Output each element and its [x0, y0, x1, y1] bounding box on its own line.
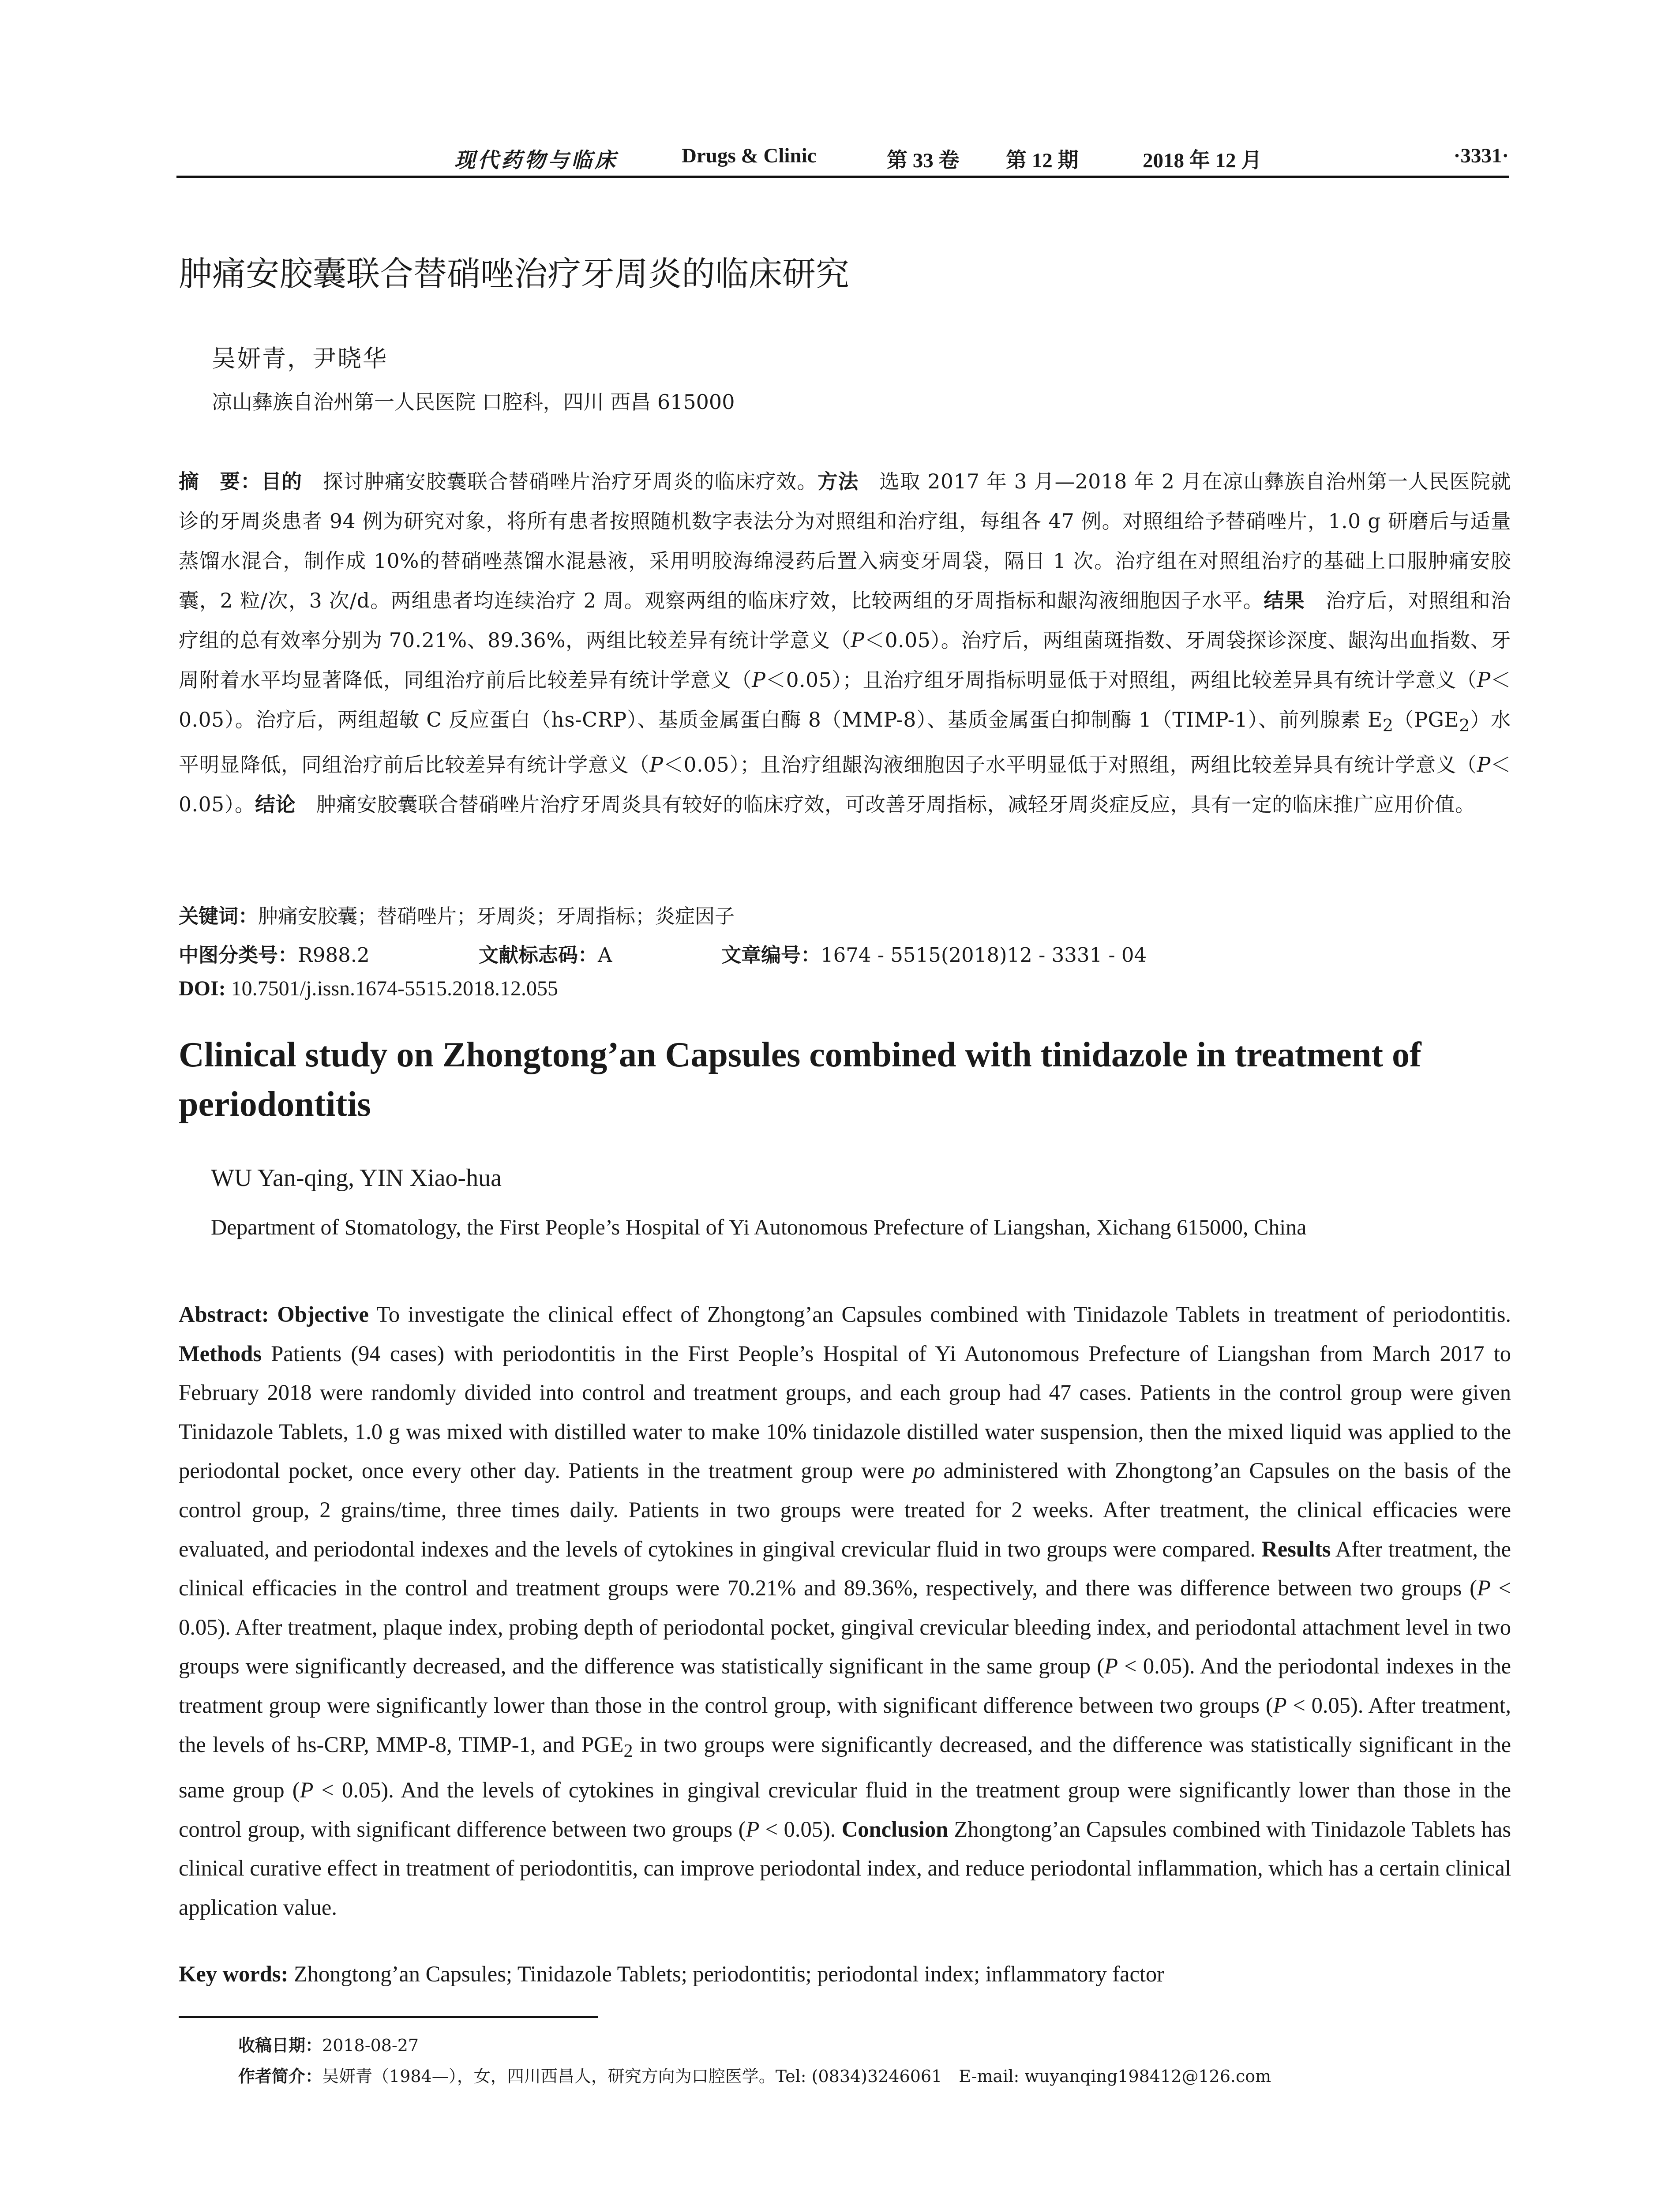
journal-name-en: Drugs & Clinic	[682, 144, 817, 167]
results-text-cn: ＜0.05）。治疗后，两组超敏 C 反应蛋白（hs-CRP）、基质金属蛋白酶 8（MMP-8）、基质金属蛋白抑制酶 1（TIMP-1）、前列腺素 E	[179, 668, 1511, 732]
abstract-cn	[179, 462, 1511, 825]
keywords-en	[179, 1961, 1164, 1987]
conclusion-text-cn: 肿痛安胶囊联合替硝唑片治疗牙周炎具有较好的临床疗效，可改善牙周指标，减轻牙周炎症反应，具有一定的临床推广应用价值。	[296, 793, 1476, 817]
header-rule	[176, 176, 1509, 178]
results-text-en: in two groups were significantly decreased, and the difference was statistically significant in the same group (	[179, 1732, 1511, 1803]
p-value-symbol: P	[649, 753, 664, 777]
subscript-2: 2	[1459, 716, 1470, 735]
methods-label-cn: 方法	[818, 470, 859, 493]
clc-label: 中图分类号：	[179, 943, 298, 967]
authors-cn: 吴妍青，尹晓华	[212, 345, 388, 372]
conclusion-text-en: Zhongtong’an Capsules combined with Tinidazole Tablets has clinical curative effect in treatment of periodontitis, can improve periodontal index, and reduce periodontal inflammation, which has a certain clinical application value.	[179, 1816, 1511, 1920]
results-text-en: < 0.05). After treatment, the levels of hs-CRP, MMP-8, TIMP-1, and PGE	[179, 1692, 1511, 1757]
bio-label: 作者简介：	[238, 2067, 322, 2086]
article-number	[721, 939, 1147, 968]
clc-number	[179, 939, 370, 968]
p-value-symbol: P	[1273, 1692, 1287, 1718]
methods-text-en: administered with Zhongtong’an Capsules on the basis of the control group, 2 grains/time, three times daily. Patients in two groups were treated for 2 weeks. After treatment, the clinical efficacies were evaluated, and periodontal indexes and the levels of cytokines in gingival crevicular fluid in two groups were compared.	[179, 1458, 1511, 1561]
results-text-cn: ＜0.05）；且治疗组牙周指标明显低于对照组，两组比较差异具有统计学意义（	[765, 668, 1477, 692]
document-code-value: A	[598, 943, 612, 967]
issue-number: 第 12 期	[1006, 149, 1079, 172]
footnote-rule	[179, 2016, 598, 2018]
results-label-en: Results	[1261, 1536, 1331, 1561]
keywords-label-en: Key words:	[179, 1962, 289, 1986]
keywords-value-en: Zhongtong’an Capsules; Tinidazole Tablets; periodontitis; periodontal index; inflammatory factor	[288, 1962, 1164, 1986]
journal-name-cn: 现代药物与临床	[454, 149, 618, 172]
document-code-label: 文献标志码：	[479, 943, 598, 967]
methods-text-en: Patients (94 cases) with periodontitis in the First People’s Hospital of Yi Autonomous Prefecture of Liangshan from March 2017 to February 2018 were randomly divided into control and treatment groups, and each group had 47 cases. Patients in the control group were given Tinidazole Tablets, 1.0 g was mixed with distilled water to make 10% tinidazole distilled water suspension, then the mixed liquid was applied to the periodontal pocket, once every other day. Patients in the treatment group were	[179, 1341, 1511, 1483]
article-number-label: 文章编号：	[721, 943, 821, 967]
clc-value: R988.2	[298, 943, 370, 967]
methods-text-cn: 选取 2017 年 3 月—2018 年 2 月在凉山彝族自治州第一人民医院就诊的牙周炎患者 94 例为研究对象，将所有患者按照随机数字表法分为对照组和治疗组，每组各 47 例。对照组给予替硝唑片，1.0 g 研磨后与适量蒸馏水混合，制作成 10%的替硝唑蒸馏水混悬液，采用明胶海绵浸药后置入病变牙周袋，隔日 1 次。治疗组在对照组治疗的基础上口服肿痛安胶囊，2 粒/次，3 次/d。两组患者均连续治疗 2 周。观察两组的临床疗效，比较两组的牙周指标和龈沟液细胞因子水平。	[179, 470, 1511, 612]
keywords-cn	[179, 900, 735, 929]
abstract-en	[179, 1295, 1511, 1927]
p-value-symbol: P	[1477, 753, 1491, 777]
received-value: 2018-08-27	[322, 2036, 419, 2055]
p-value-symbol: P	[300, 1778, 314, 1803]
doi-label: DOI:	[179, 977, 226, 1000]
volume-number: 第 33 卷	[887, 149, 960, 172]
conclusion-label-en: Conclusion	[841, 1816, 949, 1842]
methods-label-en: Methods	[179, 1341, 262, 1366]
doi-link[interactable]: 10.7501/j.issn.1674-5515.2018.12.055	[225, 977, 559, 1000]
footnote-author-bio	[238, 2063, 1271, 2087]
results-text-en: < 0.05). And the periodontal indexes in the treatment group were significantly lower than those in the control group, with significant difference between two groups (	[179, 1654, 1511, 1718]
objective-label-cn: 目的	[261, 470, 303, 493]
bio-value: 吴妍青（1984—），女，四川西昌人，研究方向为口腔医学。Tel: (0834)3246061 E-mail: wuyanqing198412@126.com	[322, 2067, 1271, 2086]
running-header	[176, 140, 1509, 176]
page-number: ·3331·	[1453, 144, 1509, 167]
paper-title-cn: 肿痛安胶囊联合替硝唑治疗牙周炎的临床研究	[179, 254, 849, 293]
footnote-received-date	[238, 2032, 419, 2056]
results-text-cn: ＜0.05）。治疗后，两组菌斑指数、牙周袋探诊深度、龈沟出血指数、牙周附着水平均显著降低，同组治疗前后比较差异有统计学意义（	[179, 629, 1511, 692]
results-text-en: < 0.05). After treatment, plaque index, probing depth of periodontal pocket, gingival crevicular bleeding index, and periodontal attachment level in two groups were significantly decreased, and the difference was statistically significant in the same group (	[179, 1576, 1511, 1679]
affiliation-en: Department of Stomatology, the First People’s Hospital of Yi Autonomous Prefecture of Liangshan, Xichang 615000, China	[211, 1215, 1307, 1239]
p-value-symbol: P	[752, 668, 766, 692]
document-code	[479, 939, 612, 968]
abstract-label-cn: 摘 要：	[179, 470, 261, 493]
objective-label-en: Objective	[269, 1302, 369, 1327]
publication-date: 2018 年 12 月	[1143, 149, 1262, 172]
results-text-cn: ）水平明显降低，同组治疗前后比较差异有统计学意义（	[179, 708, 1511, 777]
p-value-symbol: P	[1477, 668, 1491, 692]
p-value-symbol: P	[1477, 1576, 1491, 1601]
authors-en: WU Yan-qing, YIN Xiao-hua	[211, 1164, 502, 1192]
objective-text-en: To investigate the clinical effect of Zhongtong’an Capsules combined with Tinidazole Tablets in treatment of periodontitis.	[368, 1302, 1511, 1327]
results-text-en: After treatment, the clinical efficacies in the control and treatment groups were 70.21% and 89.36%, respectively, and there was difference between two groups (	[179, 1536, 1511, 1601]
article-number-value: 1674 - 5515(2018)12 - 3331 - 04	[821, 943, 1147, 967]
abstract-label-en: Abstract:	[179, 1302, 269, 1327]
results-text-en: < 0.05).	[759, 1816, 842, 1842]
paper-title-en: Clinical study on Zhongtong’an Capsules combined with tinidazole in treatment of periodontitis	[179, 1035, 1421, 1124]
keywords-label-cn: 关键词：	[179, 904, 259, 928]
subscript-2: 2	[1382, 716, 1394, 735]
classification-line	[179, 939, 1511, 965]
conclusion-label-cn: 结论	[255, 793, 296, 817]
results-text-en: < 0.05). And the levels of cytokines in gingival crevicular fluid in the treatment group were significantly lower than those in the control group, with significant difference between two groups (	[179, 1778, 1511, 1842]
results-label-cn: 结果	[1264, 589, 1305, 612]
subscript-2: 2	[623, 1741, 633, 1761]
affiliation-cn: 凉山彝族自治州第一人民医院 口腔科，四川 西昌 615000	[212, 390, 735, 414]
p-value-symbol: P	[1104, 1654, 1118, 1679]
keywords-value-cn: 肿痛安胶囊；替硝唑片；牙周炎；牙周指标；炎症因子	[258, 904, 735, 928]
received-label: 收稿日期：	[238, 2036, 322, 2055]
p-value-symbol: P	[746, 1816, 760, 1842]
objective-text-cn: 探讨肿痛安胶囊联合替硝唑片治疗牙周炎的临床疗效。	[302, 470, 818, 493]
results-text-cn: （PGE	[1393, 708, 1459, 732]
results-text-cn: 治疗后，对照组和治疗组的总有效率分别为 70.21%、89.36%，两组比较差异有统计学意义（	[179, 589, 1511, 652]
results-text-cn: ＜0.05）。	[179, 753, 1511, 817]
results-text-cn: ＜0.05）；且治疗组龈沟液细胞因子水平明显低于对照组，两组比较差异具有统计学意义（	[663, 753, 1477, 777]
po-abbreviation: po	[913, 1458, 935, 1483]
p-value-symbol: P	[851, 629, 865, 652]
doi-line	[179, 976, 558, 1001]
